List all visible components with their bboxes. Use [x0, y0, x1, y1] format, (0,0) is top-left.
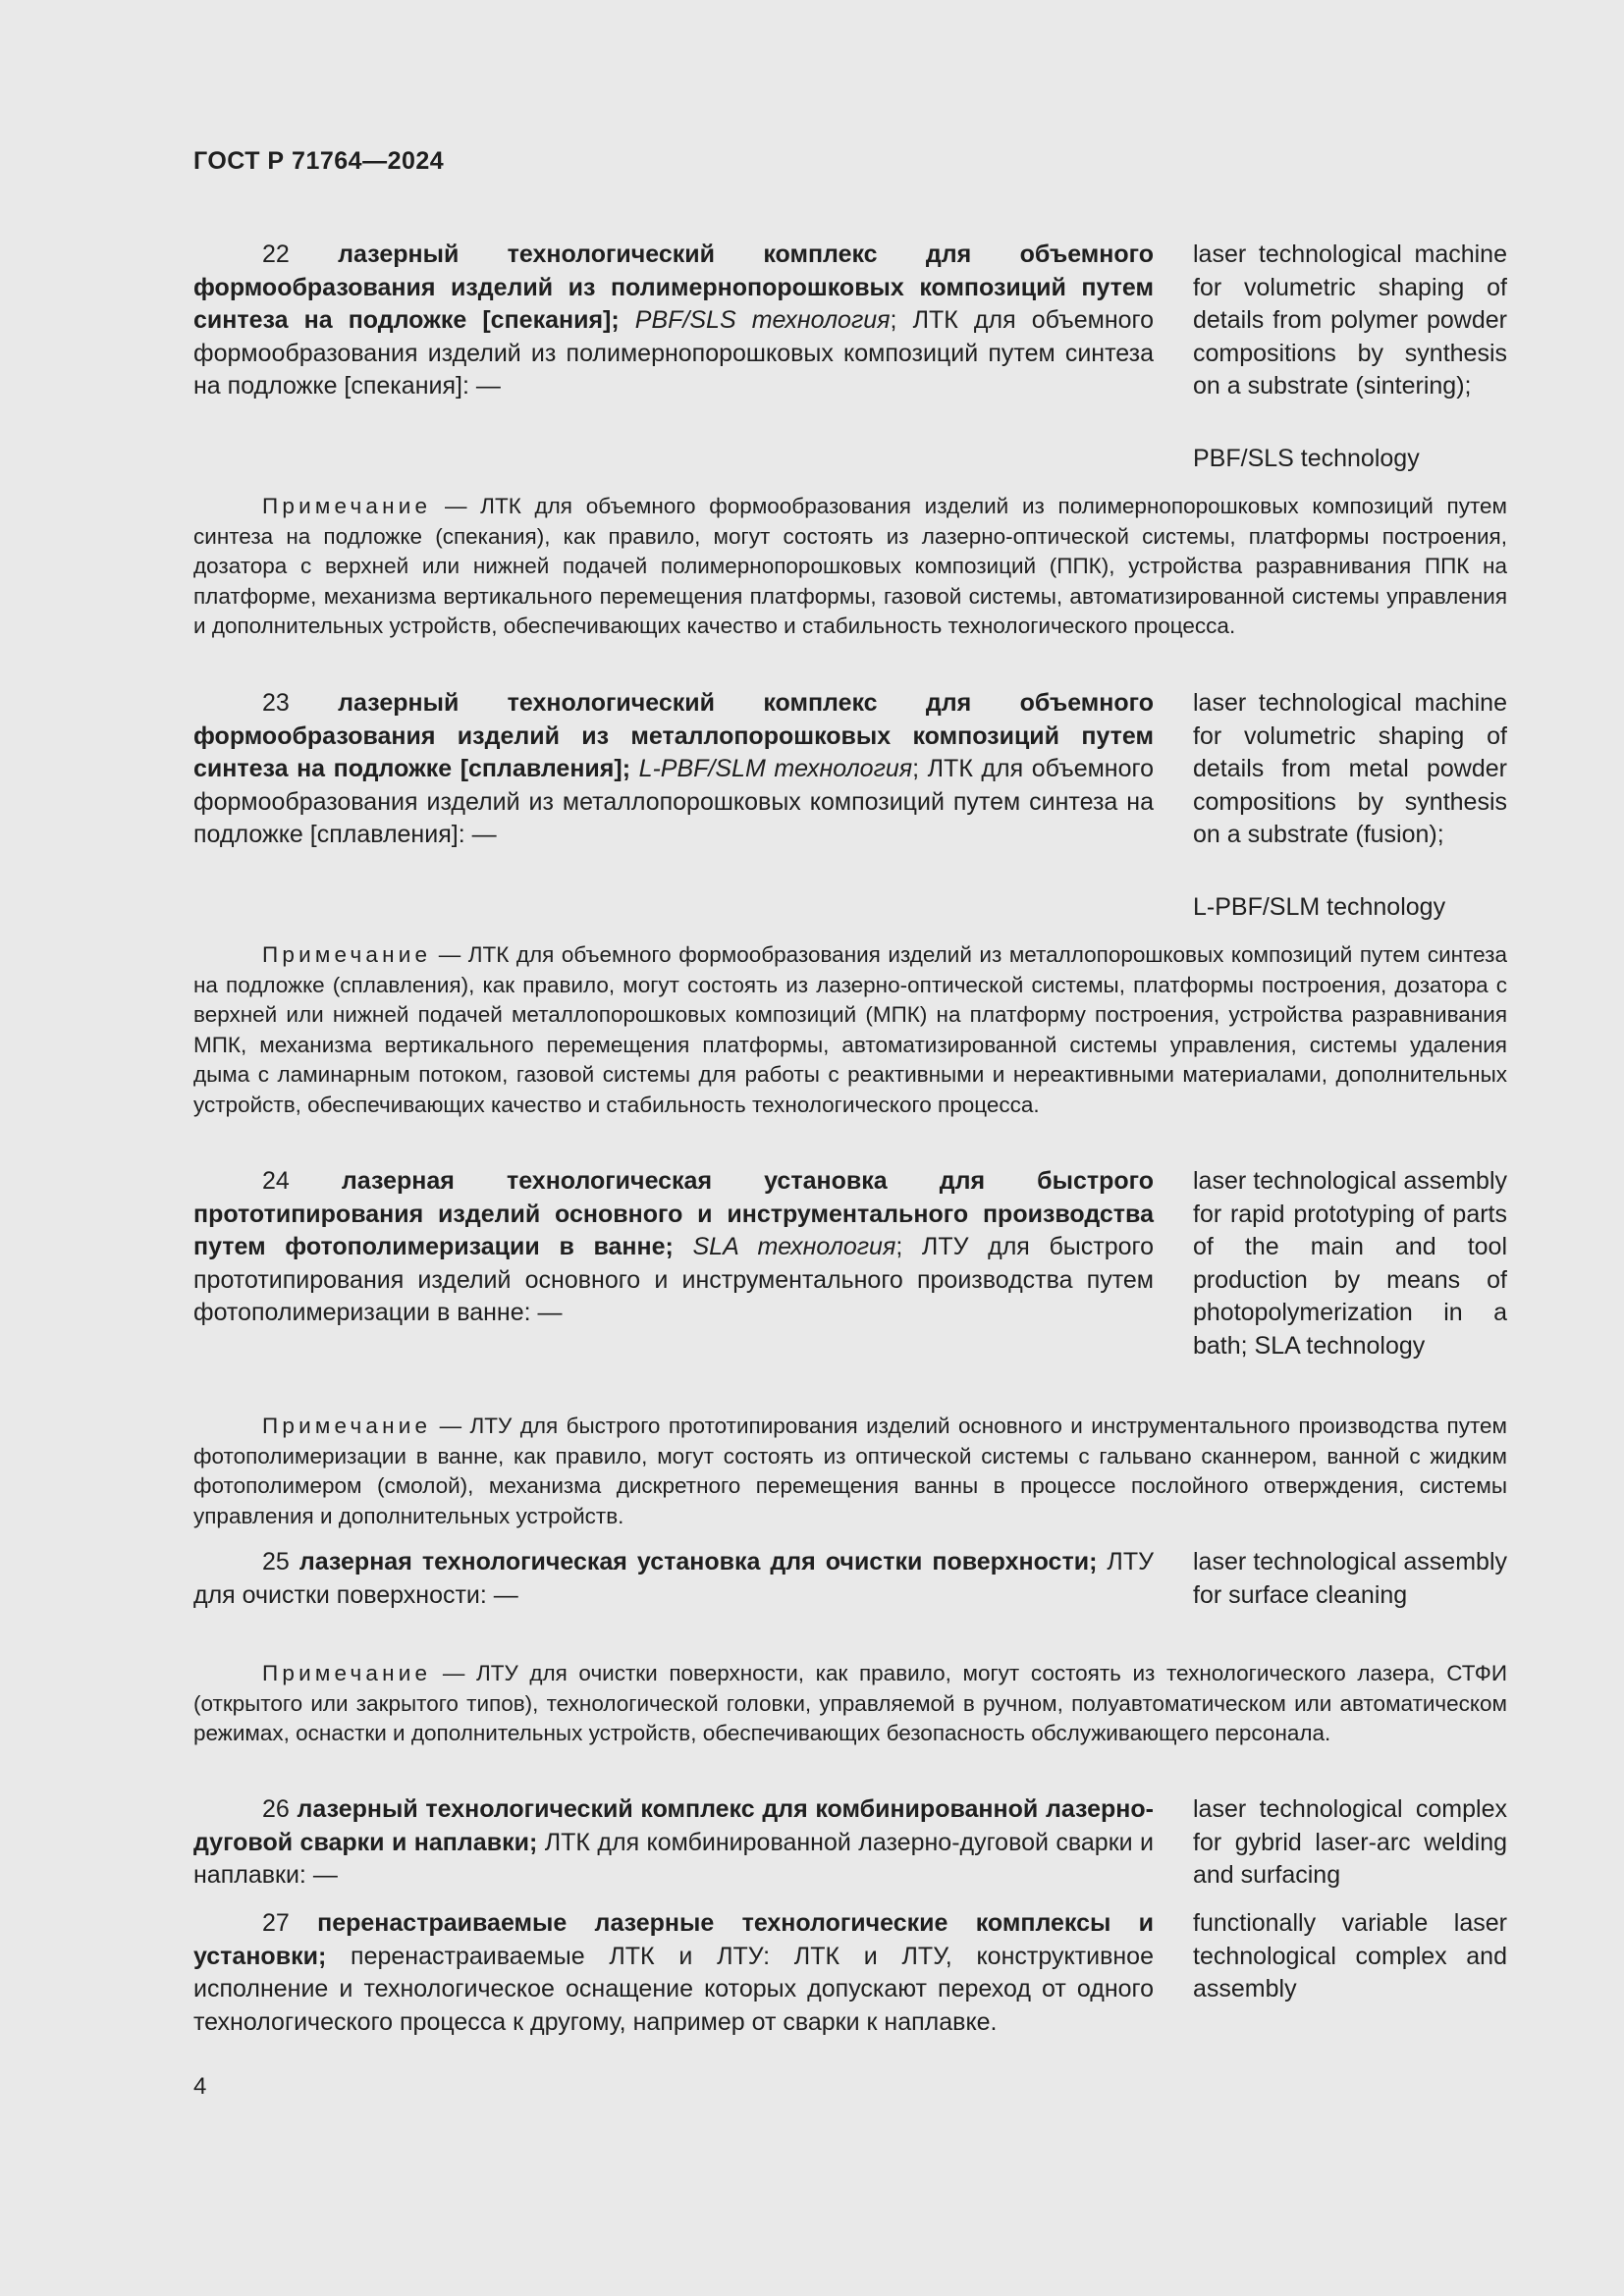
note-label: Примечание — [262, 1661, 432, 1685]
term-en: laser technological assembly for surface cleaning — [1193, 1548, 1507, 1609]
term-en: laser technological assembly for rapid prototyping of parts of the main and tool production by means of photopolymerization in a bath; SLA technology — [1193, 1167, 1507, 1360]
term-tech: L-PBF/SLM технология — [638, 755, 913, 782]
note-24 — [193, 1412, 1507, 1531]
note-text: — ЛТУ для очистки поверхности, как правило, могут состоять из технологического лазера, СТФИ (открытого или закрытого типов), технологической головки, управляемой в ручном, полуавтоматическом или автоматическом режимах, оснастки и дополнительных устройств, обеспечивающих безопасность обслуживающего персонала. — [193, 1661, 1507, 1745]
note-label: Примечание — [262, 942, 432, 967]
term-ru — [193, 239, 1154, 403]
term-number: 26 — [262, 1795, 290, 1823]
term-tech: SLA технология — [692, 1233, 896, 1260]
term-ru — [193, 1546, 1154, 1612]
note-25 — [193, 1659, 1507, 1749]
term-en: laser technological machine for volumetric shaping of details from metal powder compositions by synthesis on a substrate (fusion); — [1193, 689, 1507, 848]
term-en: functionally variable laser technological complex and assembly — [1193, 1909, 1507, 2002]
note-text: — ЛТК для объемного формообразования изделий из металлопорошковых композиций путем синтеза на подложке (сплавления), как правило, могут состоять из лазерно-оптической системы, платформы построения, дозатора с верхней или нижней подачей металлопорошковых композиций (МПК) на платформу построения, устройства разравнивания МПК, механизма вертикального перемещения платформы, автоматизированной системы управления, системы удаления дыма с ламинарным потоком, газовой системы для работы с реактивными и нереактивными материалами, дополнительных устройств, обеспечивающих качество и стабильность технологического процесса. — [193, 942, 1507, 1117]
document-header: ГОСТ Р 71764—2024 — [193, 147, 445, 175]
term-ru — [193, 687, 1154, 852]
term-title: лазерная технологическая установка для быстрого прототипирования изделий основного и инструментального производства путем фотополимеризации в ванне; — [193, 1167, 1155, 1260]
term-number: 23 — [262, 689, 290, 717]
term-number: 22 — [262, 240, 290, 268]
page-number: 4 — [193, 2073, 207, 2100]
term-definition: перенастраиваемые ЛТК и ЛТУ: ЛТК и ЛТУ, конструктивное исполнение и технологическое оснащение которых допускают переход от одного технологического процесса к другому, например от сварки к наплавке. — [193, 1942, 1154, 2036]
term-tech: PBF/SLS технология — [634, 306, 891, 334]
note-label: Примечание — [262, 494, 432, 518]
term-title: лазерный технологический комплекс для комбинированной лазерно-дуговой сварки и наплавки; — [193, 1795, 1155, 1856]
term-definition: ; ЛТУ для быстрого прототипирования изделий основного и инструментального производства путем фотополимеризации в ванне: — — [193, 1233, 1154, 1326]
term-definition: ; ЛТК для объемного формообразования изделий из металлопорошковых композиций путем синтеза на подложке [сплавления]: — — [193, 755, 1154, 848]
term-ru — [193, 1907, 1154, 2039]
term-en-tech: PBF/SLS technology — [1193, 445, 1420, 472]
term-definition: ЛТК для комбинированной лазерно-дуговой сварки и наплавки: — — [193, 1828, 1155, 1889]
term-definition: ЛТУ для очистки поверхности: — — [193, 1548, 1154, 1609]
term-ru — [193, 1165, 1154, 1330]
note-label: Примечание — [262, 1414, 432, 1438]
term-title: лазерный технологический комплекс для объемного формообразования изделий из металлопорошковых композиций путем синтеза на подложке [сплавления]; — [193, 689, 1154, 782]
note-22 — [193, 492, 1507, 642]
term-number: 27 — [262, 1909, 290, 1937]
note-text: — ЛТУ для быстрого прототипирования изделий основного и инструментального производства путем фотополимеризации в ванне, как правило, могут состоять из оптической системы с гальвано сканнером, ванной с жидким фотополимером (смолой), механизма дискретного перемещения ванны в процессе послойного отверждения, системы управления и дополнительных устройств. — [193, 1414, 1507, 1528]
note-text: — ЛТК для объемного формообразования изделий из полимернопорошковых композиций путем синтеза на подложке (спекания), как правило, могут состоять из лазерно-оптической системы, платформы построения, дозатора с верхней или нижней подачей полимернопорошковых композиций (ППК), устройства разравнивания ППК на платформе, механизма вертикального перемещения платформы, газовой системы, автоматизированной системы управления и дополнительных устройств, обеспечивающих качество и стабильность технологического процесса. — [193, 494, 1507, 638]
term-ru — [193, 1793, 1154, 1893]
term-en: laser technological machine for volumetric shaping of details from polymer powder compositions by synthesis on a substrate (sintering); — [1193, 240, 1507, 400]
term-en: laser technological complex for gybrid laser-arc welding and surfacing — [1193, 1795, 1507, 1889]
term-title: лазерная технологическая установка для очистки поверхности; — [298, 1548, 1098, 1575]
note-23 — [193, 940, 1507, 1120]
term-number: 25 — [262, 1548, 290, 1575]
term-en-tech: L-PBF/SLM technology — [1193, 893, 1446, 921]
term-definition: ; ЛТК для объемного формообразования изделий из полимернопорошковых композиций путем синтеза на подложке [спекания]: — — [193, 306, 1155, 400]
term-title: лазерный технологический комплекс для объемного формообразования изделий из полимернопорошковых композиций путем синтеза на подложке [спекания]; — [193, 240, 1154, 334]
term-title: перенастраиваемые лазерные технологические комплексы и установки; — [193, 1909, 1155, 1970]
term-number: 24 — [262, 1167, 290, 1195]
